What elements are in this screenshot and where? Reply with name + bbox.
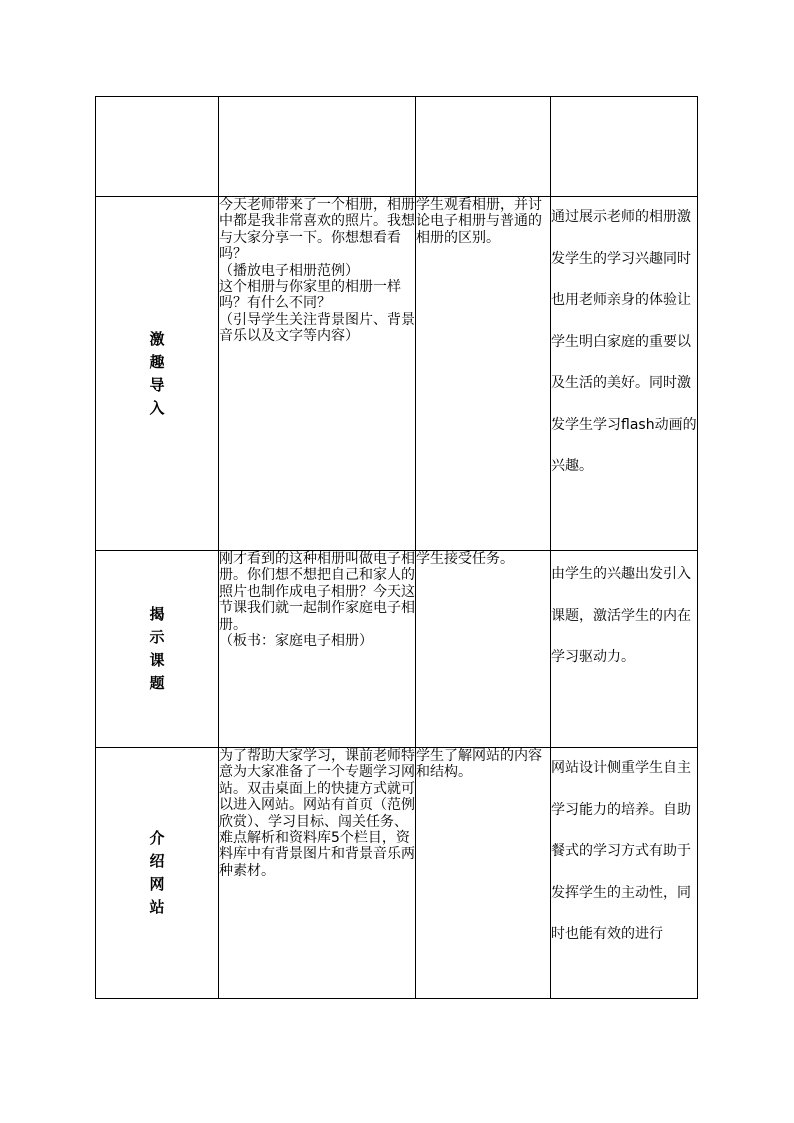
design-intent-text: 网站设计侧重学生自主学习能力的培养。自助餐式的学习方式有助于发挥学生的主动性，同时也能有效的进行 [551, 760, 691, 942]
blank-cell [219, 97, 416, 197]
stage-label: 激趣导入 [149, 329, 165, 417]
teacher-text: （板书：家庭电子相册） [219, 633, 373, 650]
stage-label: 揭示课题 [149, 605, 165, 692]
table-row [96, 551, 698, 748]
student-text: 学生观看相册，并讨论电子相册与普通的相册的区别。 [416, 197, 542, 246]
table-row [96, 748, 698, 999]
blank-cell [551, 97, 698, 197]
blank-cell [96, 97, 219, 197]
design-intent-cell [551, 197, 698, 551]
student-activity-cell [416, 748, 551, 999]
student-activity-cell [416, 197, 551, 551]
teacher-activity-cell [219, 551, 416, 748]
stage-cell [96, 748, 219, 999]
design-intent-cell [551, 551, 698, 748]
student-activity-cell [416, 551, 551, 748]
design-intent-text: 通过展示老师的相册激发学生的学习兴趣同时也用老师亲身的体验让学生明白家庭的重要以及生活的美好。同时激发学生学习flash动画的兴趣。 [551, 209, 697, 474]
student-text: 学生了解网站的内容和结构。 [416, 748, 542, 781]
blank-header-row [96, 97, 698, 197]
teacher-text: 这个相册与你家里的相册一样吗？有什么不同？ [219, 279, 401, 312]
stage-cell [96, 197, 219, 551]
teacher-text: （引导学生关注背景图片、背景音乐以及文字等内容） [219, 311, 415, 345]
stage-label: 介绍网站 [149, 829, 165, 916]
teacher-text: 为了帮助大家学习，课前老师特意为大家准备了一个专题学习网站。双击桌面上的快捷方式就可以进入网站。网站有首页（范例欣赏）、学习目标、闯关任务、难点解析和资料库5个栏目，资料库中有背景图片和背景音乐两种素材。 [219, 748, 415, 879]
design-intent-cell [551, 748, 698, 999]
blank-cell [416, 97, 551, 197]
teacher-activity-cell [219, 197, 416, 551]
design-intent-text: 由学生的兴趣出发引入课题，激活学生的内在学习驱动力。 [551, 566, 691, 665]
teacher-text: 刚才看到的这种相册叫做电子相册。你们想不想把自己和家人的照片也制作成电子相册？今天这节课我们就一起制作家庭电子相册。 [219, 551, 415, 633]
student-text: 学生接受任务。 [416, 551, 514, 567]
teacher-activity-cell [219, 748, 416, 999]
stage-cell [96, 551, 219, 748]
lesson-plan-table [95, 96, 698, 999]
teacher-text: 今天老师带来了一个相册，相册中都是我非常喜欢的照片。我想与大家分享一下。你想想看看吗？ [219, 197, 415, 263]
table-row [96, 197, 698, 551]
teacher-text: （播放电子相册范例） [219, 262, 359, 279]
